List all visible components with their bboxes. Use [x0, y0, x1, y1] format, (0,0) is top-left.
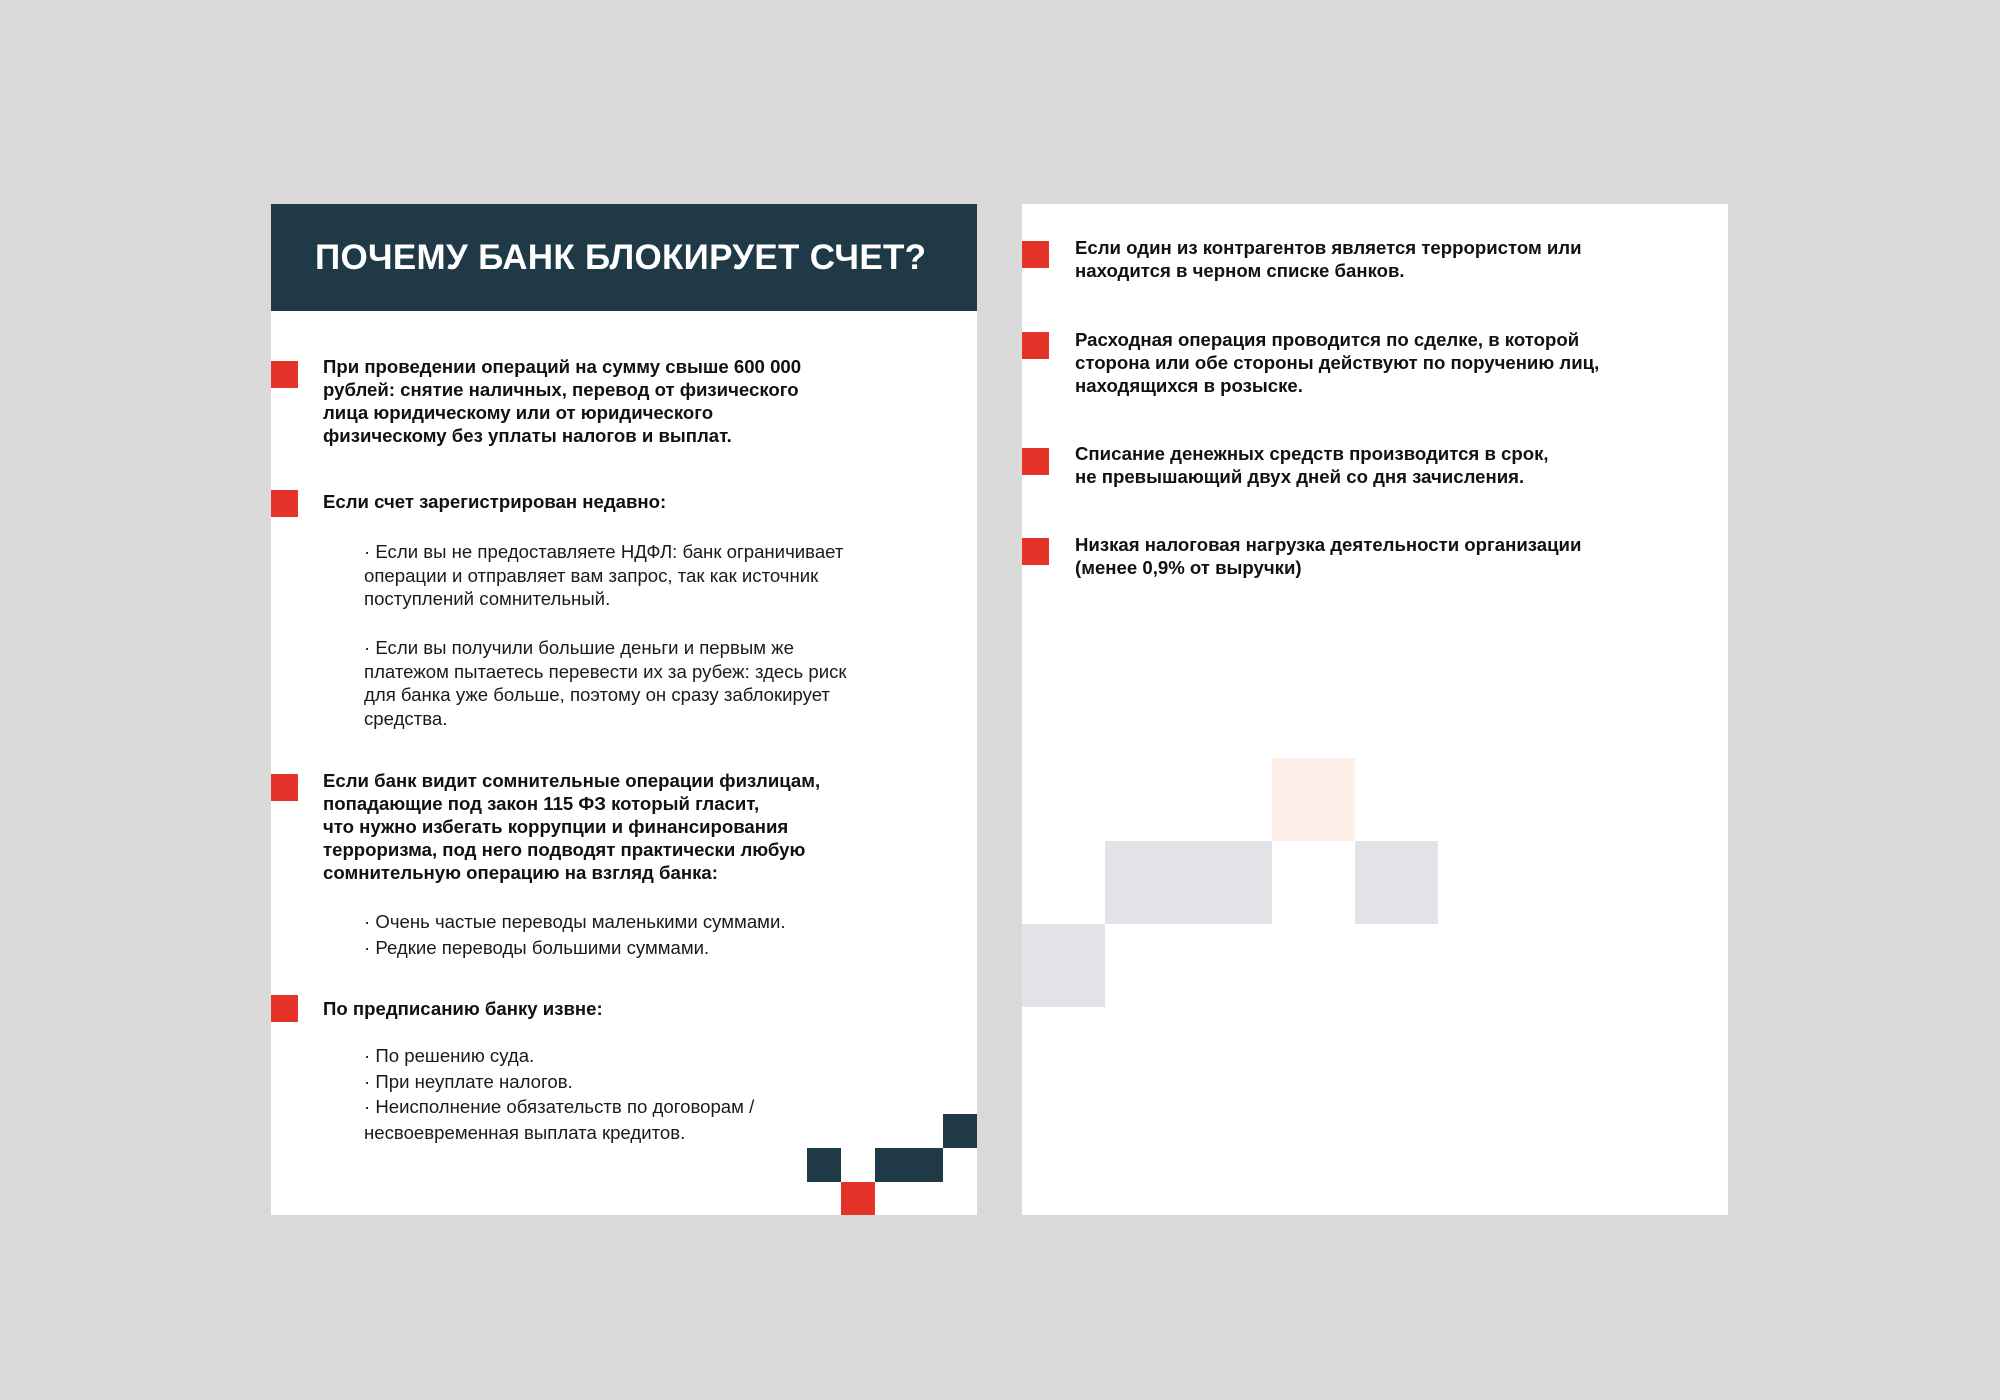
red-square-bullet-icon: [1022, 332, 1049, 359]
text-line: (менее 0,9% от выручки): [1075, 557, 1302, 578]
decorative-dark-block: [875, 1148, 943, 1182]
red-square-bullet-icon: [271, 490, 298, 517]
sub-point-ndfl: [364, 540, 843, 611]
reason-item-low-tax-burden: [1075, 533, 1581, 579]
reason-item-new-account: [323, 490, 666, 513]
reason-item-quick-withdrawal: [1075, 442, 1549, 488]
decorative-dark-block: [943, 1114, 977, 1148]
text-line: Если счет зарегистрирован недавно:: [323, 491, 667, 512]
sub-points-transfers: [364, 909, 786, 960]
right-page: [1022, 204, 1728, 1215]
red-square-bullet-icon: [271, 361, 298, 388]
reason-item-large-sum: [323, 355, 801, 447]
text-line: сторона или обе стороны действуют по поручению лиц,: [1075, 352, 1600, 373]
text-line: Расходная операция проводится по сделке, в которой: [1075, 329, 1580, 350]
red-square-bullet-icon: [1022, 241, 1049, 268]
text-line: · Если вы получили большие деньги и первым же: [364, 637, 794, 658]
red-square-bullet-icon: [271, 995, 298, 1022]
text-line: для банка уже больше, поэтому он сразу заблокирует: [364, 684, 830, 705]
text-line: не превышающий двух дней со дня зачисления.: [1075, 466, 1525, 487]
decorative-grey-block: [1022, 924, 1105, 1007]
text-line: попадающие под закон 115 ФЗ который гласит,: [323, 793, 760, 814]
left-page: [271, 204, 977, 1215]
text-line: физическому без уплаты налогов и выплат.: [323, 425, 732, 446]
text-line: Если банк видит сомнительные операции физлицам,: [323, 770, 821, 791]
text-line: терроризма, под него подводят практически любую: [323, 839, 806, 860]
text-line: находится в черном списке банков.: [1075, 260, 1405, 281]
red-square-bullet-icon: [1022, 448, 1049, 475]
text-line: При проведении операций на сумму свыше 600 000: [323, 356, 802, 377]
text-line: несвоевременная выплата кредитов.: [364, 1121, 686, 1143]
decorative-grey-block: [1105, 841, 1272, 924]
red-square-bullet-icon: [1022, 538, 1049, 565]
red-square-bullet-icon: [271, 774, 298, 801]
title-banner: [271, 204, 977, 311]
decorative-red-block: [841, 1182, 875, 1215]
decorative-dark-block: [807, 1148, 841, 1182]
text-line: операции и отправляет вам запрос, так как источник: [364, 564, 819, 586]
reason-item-external-order: [323, 997, 603, 1020]
text-line: · Если вы не предоставляете НДФЛ: банк ограничивает: [364, 541, 844, 562]
text-line: средства.: [364, 707, 448, 729]
text-line: Списание денежных средств производится в срок,: [1075, 443, 1549, 464]
sub-point-foreign-transfer: [364, 636, 847, 730]
text-line: лица юридическому или от юридического: [323, 402, 714, 423]
page-title: ПОЧЕМУ БАНК БЛОКИРУЕТ СЧЕТ?: [315, 238, 927, 277]
reason-item-wanted-persons: [1075, 328, 1599, 397]
reason-item-terrorist-counterparty: [1075, 236, 1582, 282]
text-line: платежом пытаетесь перевести их за рубеж: здесь риск: [364, 660, 847, 682]
text-line: · Редкие переводы большими суммами.: [364, 936, 710, 958]
text-line: сомнительную операцию на взгляд банка:: [323, 862, 718, 883]
text-line: Если один из контрагентов является террористом или: [1075, 237, 1582, 258]
text-line: рублей: снятие наличных, перевод от физического: [323, 379, 799, 400]
text-line: Низкая налоговая нагрузка деятельности организации: [1075, 534, 1582, 555]
sub-points-external: [364, 1043, 754, 1145]
text-line: находящихся в розыске.: [1075, 375, 1303, 396]
text-line: · При неуплате налогов.: [364, 1070, 573, 1092]
text-line: поступлений сомнительный.: [364, 588, 611, 609]
reason-item-115-fz: [323, 769, 820, 884]
text-line: что нужно избегать коррупции и финансирования: [323, 816, 789, 837]
text-line: · По решению суда.: [364, 1045, 535, 1066]
decorative-peach-block: [1272, 758, 1355, 841]
text-line: По предписанию банку извне:: [323, 998, 603, 1019]
text-line: · Очень частые переводы маленькими суммами.: [364, 911, 786, 932]
decorative-grey-block: [1355, 841, 1438, 924]
text-line: · Неисполнение обязательств по договорам /: [364, 1096, 755, 1117]
